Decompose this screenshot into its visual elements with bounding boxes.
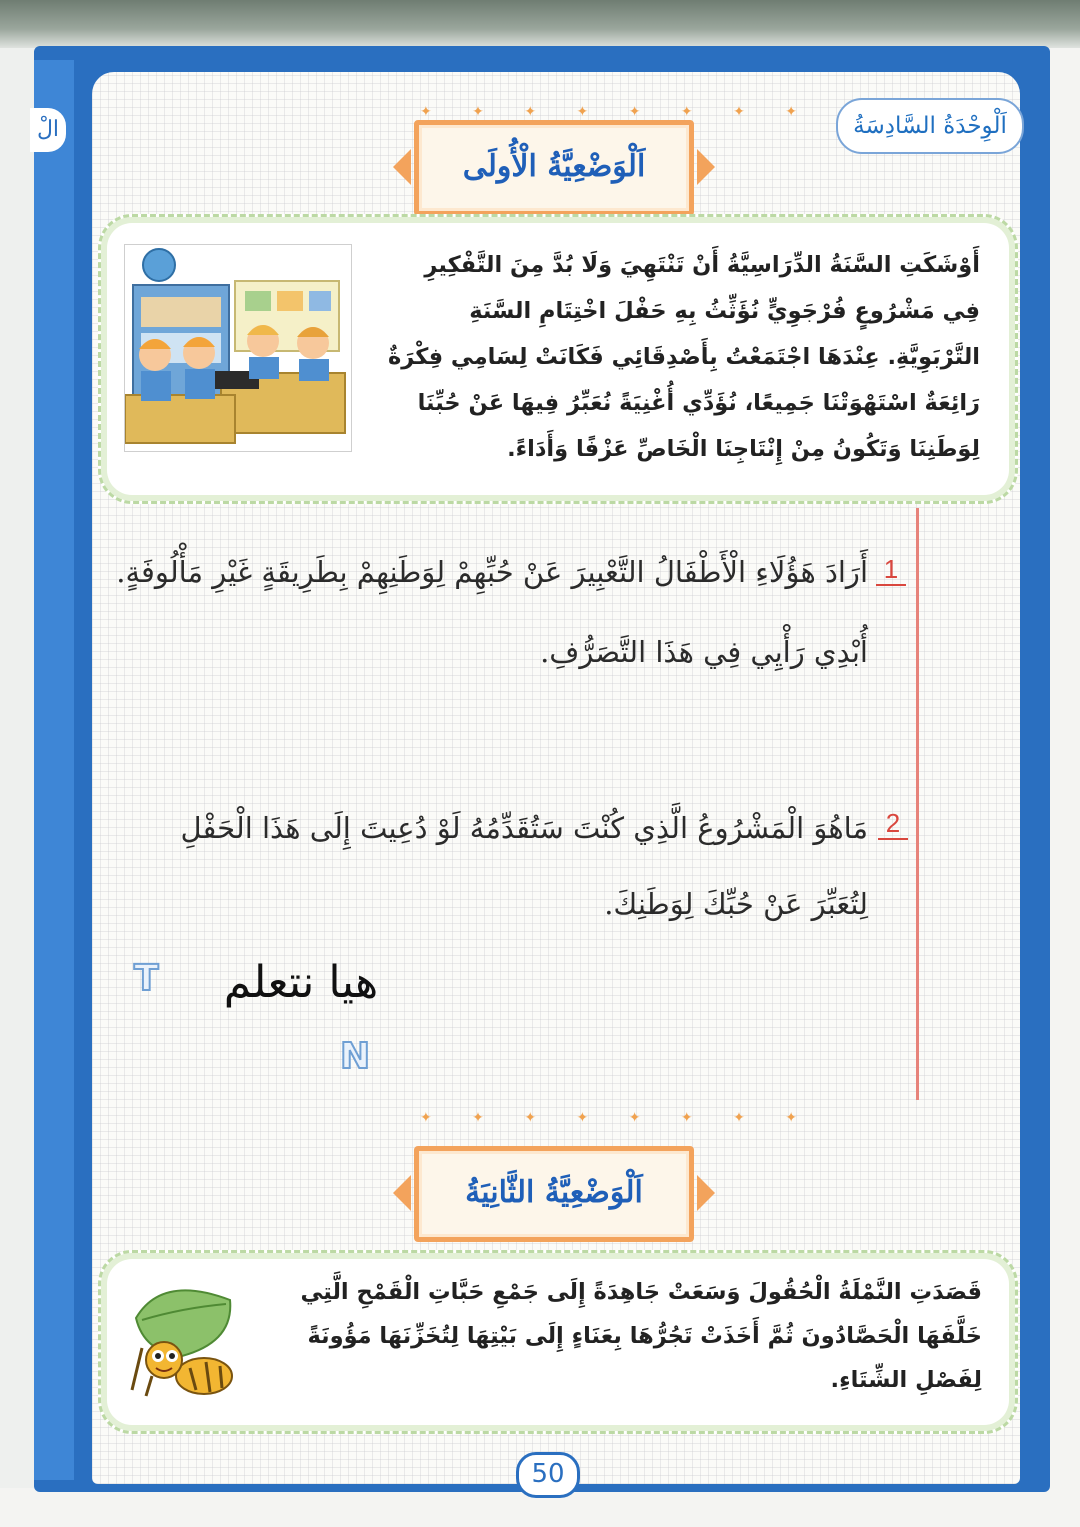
letter-n-sticker: N [340, 1036, 371, 1077]
banner-sparkles: ✦ ✦ ✦ ✦ ✦ ✦ ✦ ✦ [420, 104, 815, 120]
classroom-children-illustration [124, 244, 352, 452]
question-1-number: 1 [876, 554, 906, 586]
situation2-title-banner [414, 1146, 694, 1242]
situation1-story-text [360, 242, 980, 482]
unit-label: اَلْوِحْدَةُ السَّادِسَةُ [836, 98, 1024, 154]
situation2-story-text [252, 1270, 982, 1420]
ant-with-leaf-illustration [122, 1278, 246, 1402]
story-line: قَصَدَتِ النَّمْلَةُ الْحُقُولَ وَسَعَتْ جَاهِدَةً إِلَى جَمْعِ حَبَّاتِ الْقَمْحِ الَّتِي [300, 1279, 982, 1305]
story-line: لِفَصْلِ الشِّتَاءِ. [830, 1367, 982, 1393]
photo-background-left [0, 48, 34, 1488]
story-line: فِي مَشْرُوعٍ فُرْجَوِيٍّ نُؤَثِّثُ بِهِ حَفْلَ اخْتِتَامِ السَّنَةِ [469, 298, 980, 324]
photo-background-top [0, 0, 1080, 48]
page-number: 50 [516, 1452, 580, 1498]
situation2-title: اَلْوَضْعِيَّةُ الثَّانِيَةُ [465, 1175, 643, 1210]
ant-illustration-svg [122, 1278, 246, 1402]
question-1-line-2: أُبْدِي رَأْيِي فِي هَذَا التَّصَرُّفِ. [540, 635, 868, 669]
question-2-line-1: مَاهُوَ الْمَشْرُوعُ الَّذِي كُنْتَ سَتُقَدِّمُهُ لَوْ دُعِيتَ إِلَى هَذَا الْحَفْلِ [180, 811, 868, 845]
situation1-title: اَلْوَضْعِيَّةُ الْأُولَى [462, 149, 646, 184]
question-2-line-2: لِتُعَبِّرَ عَنْ حُبِّكَ لِوَطَنِكَ. [604, 887, 868, 921]
story-line: لِوَطَنِنَا وَتَكُونُ مِنْ إِنْتَاجِنَا الْخَاصِّ عَزْفًا وَأَدَاءً. [507, 436, 980, 462]
situation1-title-banner [414, 120, 694, 216]
story-line: خَلَّفَهَا الْحَصَّادُونَ ثُمَّ أَخَذَتْ تَجُرُّهَا بِعَنَاءٍ إِلَى بَيْتِهَا لِتُخَزِّنَهَا مَؤُونَةً [307, 1323, 982, 1349]
classroom-illustration-svg [125, 245, 351, 451]
banner-sparkles: ✦ ✦ ✦ ✦ ✦ ✦ ✦ ✦ [420, 1110, 815, 1126]
previous-page-tab: الْ [30, 108, 66, 152]
story-line: التَّرْبَوِيَّةِ. عِنْدَهَا اجْتَمَعْتُ بِأَصْدِقَائِي فَكَانَتْ لِسَامِي فِكْرَةٌ [388, 344, 980, 370]
handwritten-note: هيا نتعلم [223, 957, 379, 1008]
question-1-line-1: أَرَادَ هَؤُلَاءِ الْأَطْفَالُ التَّعْبِيرَ عَنْ حُبِّهِمْ لِوَطَنِهِمْ بِطَرِيقَةٍ غَيْرِ مَأْلُوفَةٍ. [116, 555, 868, 589]
question-2-number: 2 [878, 808, 908, 840]
margin-red-line [916, 508, 919, 1100]
book-spine-strip [34, 60, 74, 1480]
story-line: أَوْشَكَتِ السَّنَةُ الدِّرَاسِيَّةُ أَنْ تَنْتَهِيَ وَلَا بُدَّ مِنَ التَّفْكِيرِ [424, 252, 980, 278]
letter-t-sticker: T [134, 958, 159, 999]
story-line: رَائِعَةٌ اسْتَهْوَتْنَا جَمِيعًا، نُؤَدِّي أُغْنِيَةً نُعَبِّرُ فِيهَا عَنْ حُبِّنَا [417, 390, 980, 416]
